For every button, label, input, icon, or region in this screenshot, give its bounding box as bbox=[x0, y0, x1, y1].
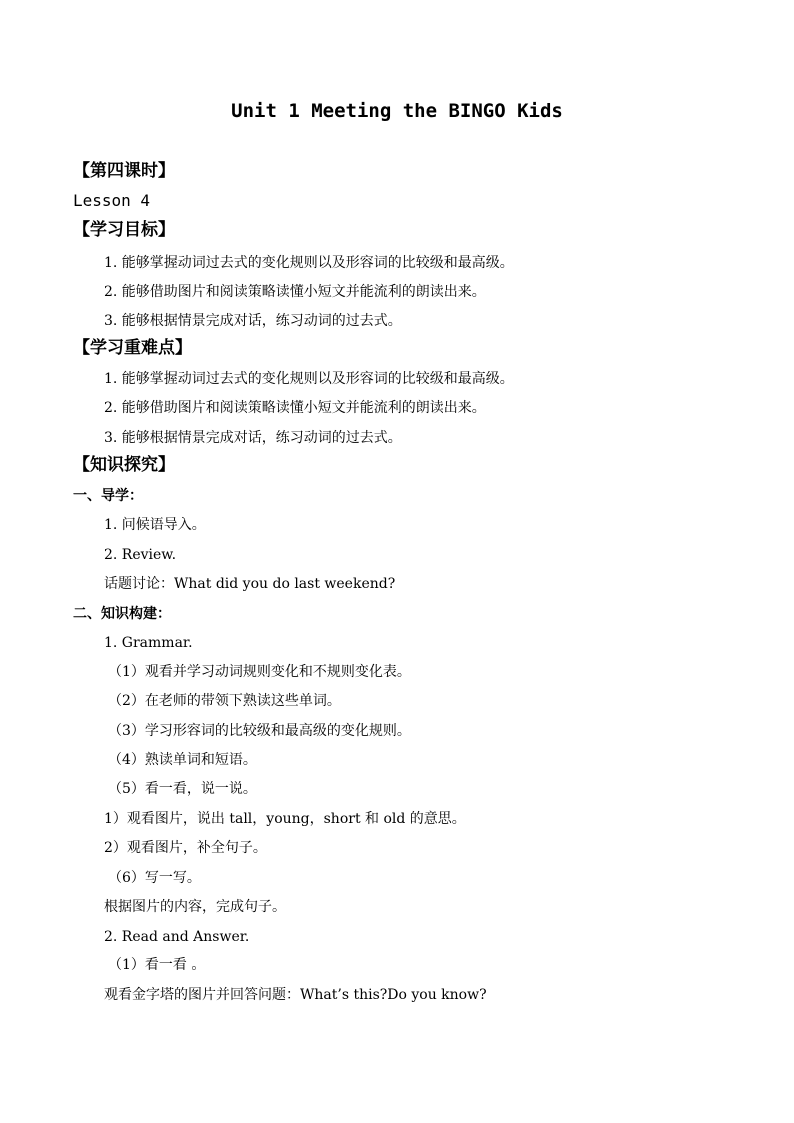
part2-line: （3）学习形容词的比较级和最高级的变化规则。 bbox=[108, 723, 411, 739]
part2-line: 2）观看图片，补全句子。 bbox=[104, 840, 267, 856]
part1-line: 2. Review. bbox=[104, 547, 177, 563]
key-point-item: 1. 能够掌握动词过去式的变化规则以及形容词的比较级和最高级。 bbox=[104, 371, 514, 387]
objective-item: 3. 能够根据情景完成对话，练习动词的过去式。 bbox=[104, 313, 402, 329]
key-point-item: 2. 能够借助图片和阅读策略读懂小短文并能流利的朗读出来。 bbox=[104, 400, 486, 416]
part2-line: （1）观看并学习动词规则变化和不规则变化表。 bbox=[108, 664, 411, 680]
part2-line: 1）观看图片，说出 tall，young，short 和 old 的意思。 bbox=[104, 811, 466, 827]
exploration-heading: 【知识探究】 bbox=[73, 455, 175, 475]
key-point-item: 3. 能够根据情景完成对话，练习动词的过去式。 bbox=[104, 430, 402, 446]
part2-line: 根据图片的内容，完成句子。 bbox=[104, 899, 286, 915]
lesson-heading: 【第四课时】 bbox=[73, 161, 175, 181]
part2-line: （6）写一写。 bbox=[108, 870, 201, 886]
part2-line: 观看金字塔的图片并回答问题：What’s this?Do you know? bbox=[104, 987, 487, 1003]
part2-line: （5）看一看，说一说。 bbox=[108, 781, 257, 797]
key-points-heading: 【学习重难点】 bbox=[73, 338, 192, 358]
part2-line: （4）熟读单词和短语。 bbox=[108, 752, 257, 768]
objectives-heading: 【学习目标】 bbox=[73, 220, 175, 240]
part2-line: （2）在老师的带领下熟读这些单词。 bbox=[108, 693, 341, 709]
part2-line: （1）看一看 。 bbox=[108, 957, 206, 973]
objective-item: 1. 能够掌握动词过去式的变化规则以及形容词的比较级和最高级。 bbox=[104, 255, 514, 271]
lesson-name: Lesson 4 bbox=[73, 191, 151, 210]
document-title: Unit 1 Meeting the BINGO Kids bbox=[231, 100, 563, 122]
part2-line: 2. Read and Answer. bbox=[104, 929, 250, 945]
objective-item: 2. 能够借助图片和阅读策略读懂小短文并能流利的朗读出来。 bbox=[104, 284, 486, 300]
part1-line: 话题讨论：What did you do last weekend? bbox=[104, 576, 396, 592]
part1-line: 1. 问候语导入。 bbox=[104, 517, 206, 533]
part2-heading: 二、知识构建： bbox=[73, 606, 171, 622]
part2-line: 1. Grammar. bbox=[104, 635, 193, 651]
part1-heading: 一、导学： bbox=[73, 488, 143, 504]
